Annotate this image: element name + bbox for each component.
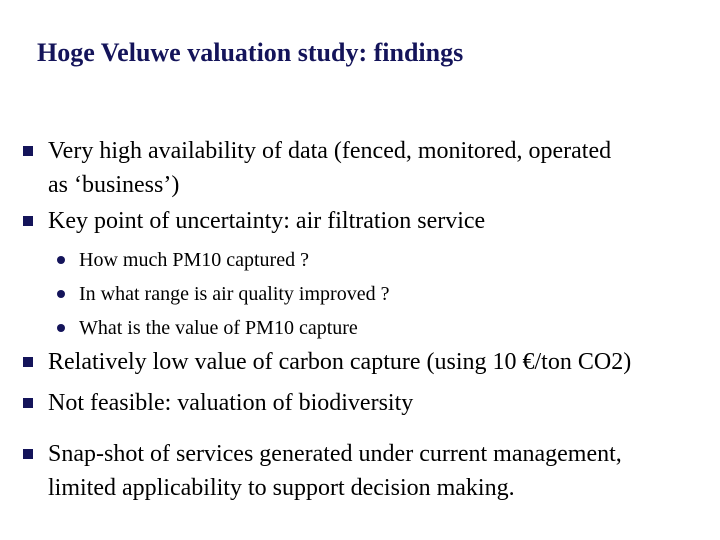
bullet-square-icon [23,216,33,226]
bullet-text: Key point of uncertainty: air filtration service [48,208,486,234]
slide-title: Hoge Veluwe valuation study: findings [37,38,464,67]
bullet-text: Not feasible: valuation of biodiversity [48,390,414,416]
sub-bullet-text: What is the value of PM10 capture [79,317,358,339]
bullet-text: Very high availability of data (fenced, monitored, operated [48,138,612,164]
sub-bullet-dot-icon [57,290,65,298]
bullet-square-icon [23,449,33,459]
bullet-text-continuation: limited applicability to support decision making. [48,475,515,501]
bullet-square-icon [23,357,33,367]
bullet-text: Snap-shot of services generated under current management, [48,441,622,467]
bullet-text: Relatively low value of carbon capture (using 10 €/ton CO2) [48,349,632,375]
bullet-text-continuation: as ‘business’) [48,172,180,198]
sub-bullet-text: How much PM10 captured ? [79,249,309,271]
sub-bullet-text: In what range is air quality improved ? [79,283,390,305]
sub-bullet-dot-icon [57,256,65,264]
bullet-square-icon [23,146,33,156]
sub-bullet-dot-icon [57,324,65,332]
bullet-square-icon [23,398,33,408]
